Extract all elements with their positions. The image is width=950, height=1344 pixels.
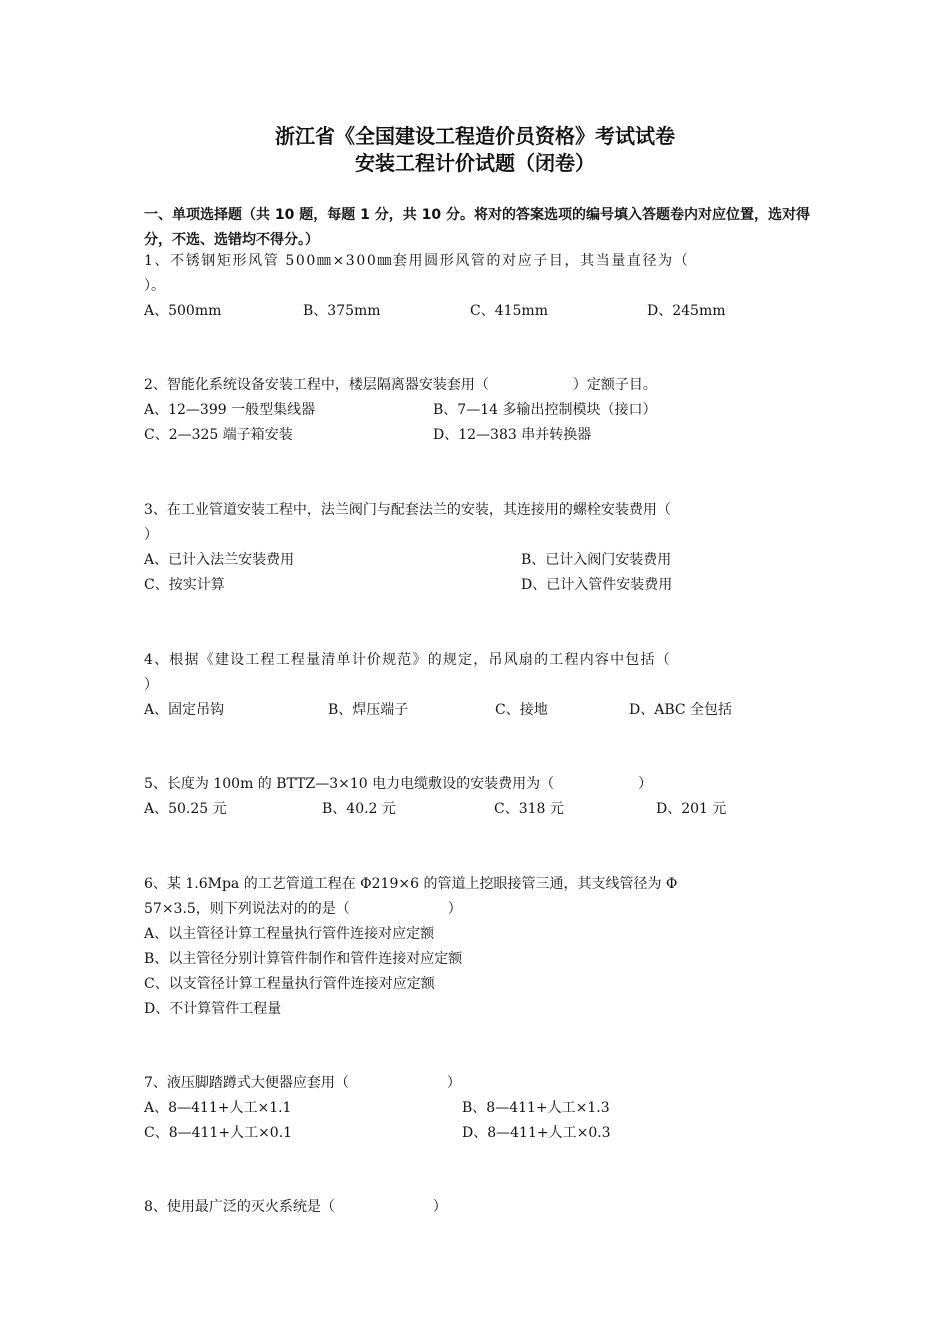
question-6-stem: 6、某 1.6Mpa 的工艺管道工程在 Φ219×6 的管道上挖眼接管三通，其支线管径为 Φ [144,876,678,892]
question-3-option-c: C、按实计算 [144,577,225,593]
question-7-option-c: C、8—411+人工×0.1 [144,1125,293,1141]
question-6-option-c: C、以支管径计算工程量执行管件连接对应定额 [144,976,435,992]
question-2-option-a: A、12—399 一般型集线器 [144,402,316,418]
question-6-stem-cont: 57×3.5，则下列说法对的的是（ ） [144,901,462,917]
question-5-option-b: B、40.2 元 [322,801,396,817]
question-7-option-a: A、8—411+人工×1.1 [144,1100,292,1116]
question-4-option-a: A、固定吊钩 [144,702,225,718]
section-heading: 一、单项选择题（共 10 题，每题 1 分，共 10 分。将对的答案选项的编号填入答题卷内对应位置，选对得分，不选、选错均不得分。） [144,207,810,248]
question-5-option-d: D、201 元 [656,801,727,817]
question-4-stem: 4、根据《建设工程工程量清单计价规范》的规定，吊风扇的工程内容中包括（ [144,652,671,668]
question-2-option-b: B、7—14 多输出控制模块（接口） [433,402,657,418]
question-4-stem-cont: ） [144,677,158,693]
question-3-stem: 3、在工业管道安装工程中，法兰阀门与配套法兰的安装，其连接用的螺栓安装费用（ [144,502,671,518]
question-4-option-d: D、ABC 全包括 [629,702,733,718]
question-1-stem-cont: ）。 [144,278,165,294]
page-subtitle: 安装工程计价试题（闭卷） [355,151,595,175]
question-2-option-c: C、2—325 端子箱安装 [144,427,293,443]
question-5-stem: 5、长度为 100m 的 BTTZ—3×10 电力电缆敷设的安装费用为（ ） [144,776,653,792]
question-3-option-a: A、已计入法兰安装费用 [144,552,295,568]
question-1-option-b: B、375mm [303,303,381,319]
question-6-option-d: D、不计算管件工程量 [144,1001,282,1017]
question-6-option-a: A、以主管径计算工程量执行管件连接对应定额 [144,926,435,942]
question-5-option-c: C、318 元 [494,801,564,817]
question-7-option-d: D、8—411+人工×0.3 [462,1125,611,1141]
question-1-stem: 1、不锈钢矩形风管 500㎜×300㎜套用圆形风管的对应子目，其当量直径为（ [144,253,690,269]
question-8-stem: 8、使用最广泛的灭火系统是（ ） [144,1199,447,1215]
question-1-option-c: C、415mm [470,303,548,319]
question-7-option-b: B、8—411+人工×1.3 [462,1100,610,1116]
question-2-stem: 2、智能化系统设备安装工程中，楼层隔离器安装套用（ ）定额子目。 [144,377,657,393]
question-6-option-b: B、以主管径分别计算管件制作和管件连接对应定额 [144,951,463,967]
question-5-option-a: A、50.25 元 [144,801,227,817]
question-1-option-d: D、245mm [647,303,726,319]
question-3-stem-cont: ） [144,527,158,543]
question-4-option-b: B、焊压端子 [328,702,409,718]
question-3-option-b: B、已计入阀门安装费用 [521,552,672,568]
question-4-option-c: C、接地 [495,702,548,718]
question-1-option-a: A、500mm [144,303,222,319]
question-2-option-d: D、12—383 串并转换器 [433,427,592,443]
page-title: 浙江省《全国建设工程造价员资格》考试试卷 [275,124,675,148]
question-7-stem: 7、液压脚踏蹲式大便器应套用（ ） [144,1075,461,1091]
question-3-option-d: D、已计入管件安装费用 [521,577,673,593]
